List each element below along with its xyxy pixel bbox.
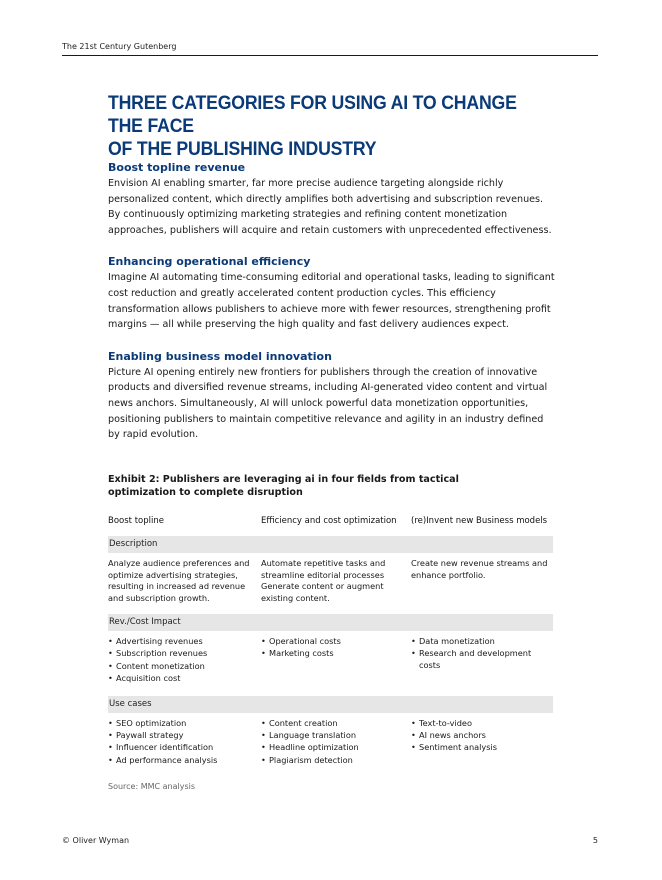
list-item: • Advertising revenues — [108, 636, 257, 648]
list-item: • Plagiarism detection — [261, 755, 407, 767]
footer-copyright: © Oliver Wyman — [62, 836, 130, 845]
bullet-list — [108, 636, 257, 685]
page-number: 5 — [592, 836, 598, 845]
exhibit-title: Exhibit 2: Publishers are leveraging ai in four fields from tactical optimization to complete disruption — [108, 474, 459, 498]
column-header-efficiency: Efficiency and cost optimization — [261, 516, 397, 527]
list-item: • Ad performance analysis — [108, 755, 257, 767]
use-case-cell — [108, 718, 261, 768]
page-title-line-2: OF THE PUBLISHING INDUSTRY — [108, 139, 377, 160]
description-cell: Create new revenue streams and enhance portfolio. — [411, 558, 548, 580]
list-item: • Content creation — [261, 718, 407, 730]
list-item: • Language translation — [261, 730, 407, 742]
list-item: • Data monetization — [411, 636, 553, 648]
bullet-list — [261, 636, 407, 660]
source-note: Source: MMC analysis — [108, 782, 196, 792]
running-header: The 21st Century Gutenberg — [62, 42, 177, 51]
bullet-list — [411, 718, 553, 754]
table-row-description — [108, 553, 553, 610]
list-item: • Research and development costs — [411, 648, 553, 671]
section-body: Envision AI enabling smarter, far more precise audience targeting alongside richly personalized content, which directly amplifies both advertising and subscription revenues. By continuously optimizing marketing strategies and refining content monetization approaches, publishers will acquire and retain customers with unprecedented effectiveness. — [108, 178, 552, 236]
section-body: Picture AI opening entirely new frontiers for publishers through the creation of innovative products and diversified revenue streams, including AI-generated video content and virtual news anchors. Simultaneously, AI will unlock powerful data monetization opportunities, positioning publishers to maintain competitive relevance and agility in an industry defined by rapid evolution. — [108, 366, 548, 441]
list-item: • Sentiment analysis — [411, 742, 553, 754]
description-cell: Analyze audience preferences and optimize advertising strategies, resulting in increased ad revenue and subscription growth. — [108, 558, 250, 603]
list-item: • Acquisition cost — [108, 673, 257, 685]
band-use-cases: Use cases — [108, 696, 553, 713]
impact-cell — [261, 636, 411, 686]
category-sections — [108, 160, 558, 459]
list-item: • AI news anchors — [411, 730, 553, 742]
impact-cell — [411, 636, 553, 686]
section-business-model-innovation — [108, 349, 558, 443]
column-header-boost-topline: Boost topline — [108, 516, 164, 527]
section-boost-topline — [108, 160, 558, 238]
list-item: • Content monetization — [108, 661, 257, 673]
use-case-cell — [411, 718, 553, 768]
bullet-list — [108, 718, 257, 767]
section-body: Imagine AI automating time-consuming editorial and operational tasks, leading to significant cost reduction and greatly accelerated content production cycles. This efficiency transformation allows publishers to achieve more with fewer resources, strengthening profit margins — all while preserving the high quality and fast delivery audiences expect. — [108, 272, 555, 331]
page-title-line-1: THREE CATEGORIES FOR USING AI TO CHANGE THE FACE — [108, 93, 517, 137]
table-row-impact — [108, 631, 553, 692]
table-row-use-cases — [108, 713, 553, 774]
use-case-cell — [261, 718, 411, 768]
description-cell: Automate repetitive tasks and streamline editorial processes Generate content or augment existing content. — [261, 558, 386, 603]
bullet-list — [261, 718, 407, 767]
list-item: • Influencer identification — [108, 742, 257, 754]
list-item: • Headline optimization — [261, 742, 407, 754]
impact-cell — [108, 636, 261, 686]
list-item: • Text-to-video — [411, 718, 553, 730]
section-operational-efficiency — [108, 254, 558, 332]
table-header-row — [108, 512, 553, 532]
header-divider — [62, 55, 598, 56]
bullet-list — [411, 636, 553, 671]
exhibit-table — [108, 512, 553, 773]
list-item: • Subscription revenues — [108, 648, 257, 660]
list-item: • Marketing costs — [261, 648, 407, 660]
section-heading: Boost topline revenue — [108, 161, 246, 174]
section-heading: Enhancing operational efficiency — [108, 255, 311, 269]
list-item: • SEO optimization — [108, 718, 257, 730]
band-impact: Rev./Cost Impact — [108, 614, 553, 631]
list-item: • Operational costs — [261, 636, 407, 648]
list-item: • Paywall strategy — [108, 730, 257, 742]
page-title — [108, 92, 517, 161]
column-header-reinvent: (re)Invent new Business models — [411, 516, 548, 527]
band-description: Description — [108, 536, 553, 553]
section-heading: Enabling business model innovation — [108, 349, 332, 363]
exhibit-2 — [108, 473, 553, 791]
